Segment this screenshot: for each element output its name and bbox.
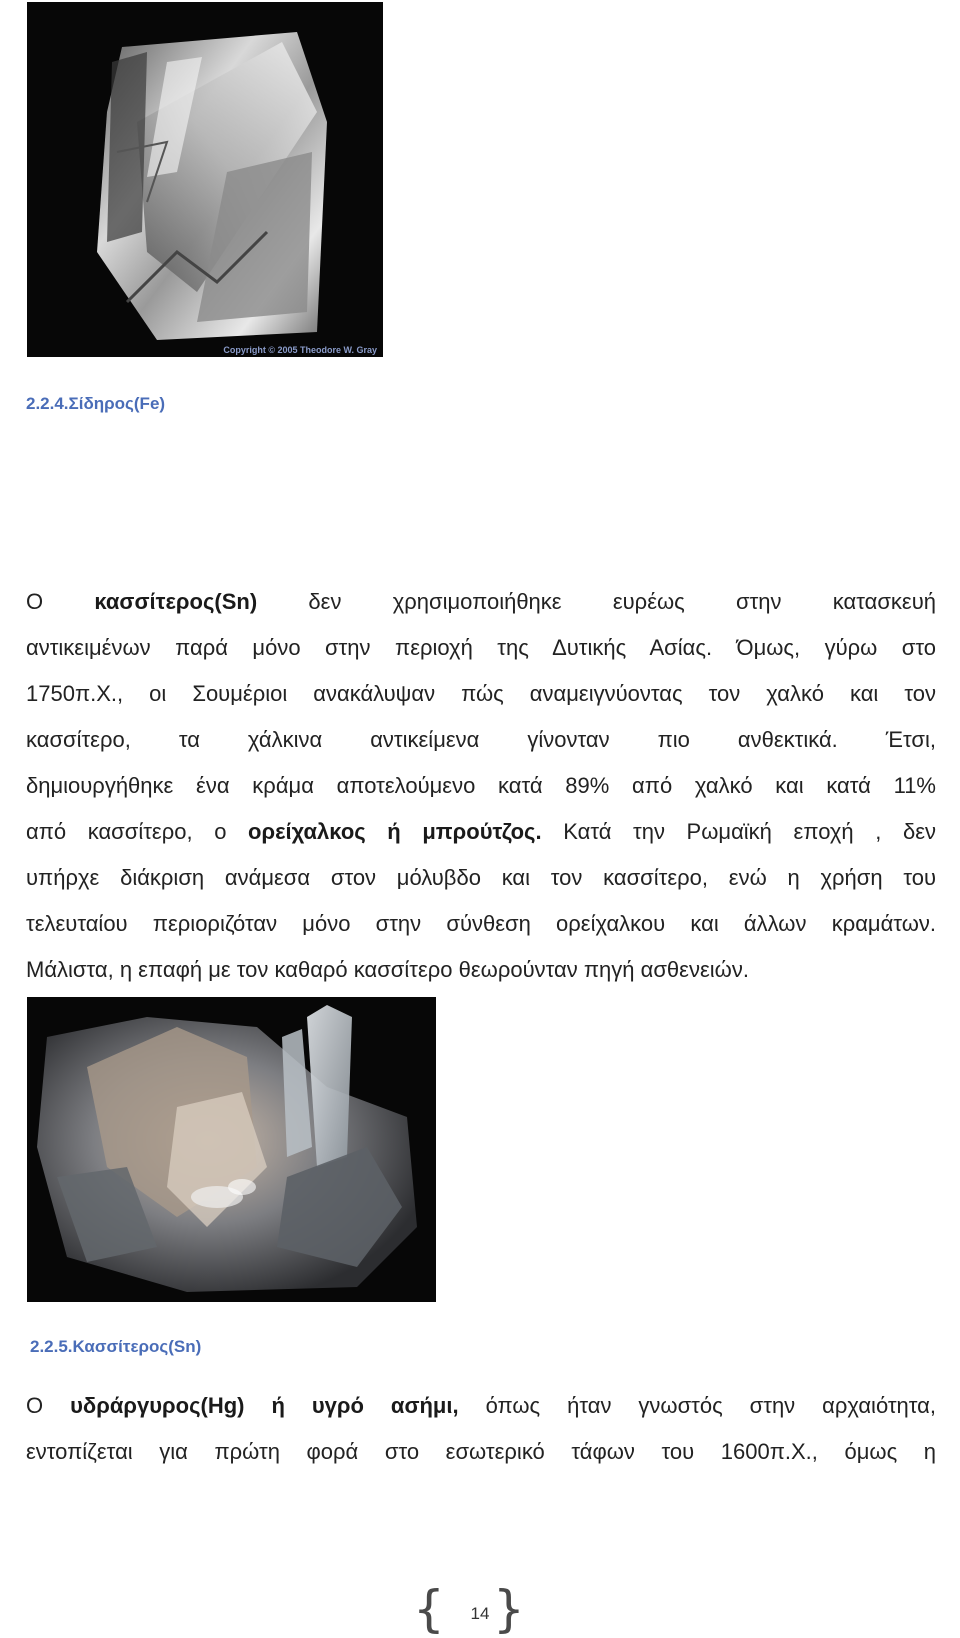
text-line: εντοπίζεται για πρώτη φορά στο εσωτερικό τάφων του 1600π.Χ., όμως η [26,1439,936,1464]
mineral-cluster-image [27,997,436,1302]
left-brace-icon: { [413,1580,445,1638]
text-line: 1750π.Χ., οι Σουμέριοι ανακάλυψαν πώς αναμειγνύοντας τον χαλκό και τον [26,681,936,706]
section-heading-tin: 2.2.5.Κασσίτερος(Sn) [30,1337,202,1356]
bold-term-mercury: υδράργυρος(Hg) ή υγρό ασήμι, [70,1393,459,1418]
page-number-footer [413,1580,525,1638]
figure-metal-crystal-photo [27,2,383,357]
metal-crystal-image [27,2,383,357]
text-line: τελευταίου περιοριζόταν μόνο στην σύνθεση ορείχαλκου και άλλων κραμάτων. [26,911,936,936]
bold-term-bronze: ορείχαλκος ή μπρούτζος. [248,819,542,844]
bold-term-tin: κασσίτερος(Sn) [94,589,258,614]
text-line: δημιουργήθηκε ένα κράμα αποτελούμενο κατά 89% από χαλκό και κατά 11% [26,773,936,798]
section-heading-iron: 2.2.4.Σίδηρος(Fe) [26,394,166,413]
page-number: 14 [470,1604,490,1623]
paragraph-tin [26,579,936,993]
text-line: υπήρχε διάκριση ανάμεσα στον μόλυβδο και τον κασσίτερο, ενώ η χρήση του [26,865,936,890]
text-line: κασσίτερο, τα χάλκινα αντικείμενα γίνονταν πιο ανθεκτικά. Έτσι, [26,727,936,752]
figure-mineral-cluster-photo [27,997,436,1302]
text-line: Μάλιστα, η επαφή με τον καθαρό κασσίτερο θεωρούνταν πηγή ασθενειών. [26,957,749,982]
photo-credit: Copyright © 2005 Theodore W. Gray [223,345,377,355]
text-line: Ο υδράργυρος(Hg) ή υγρό ασήμι, όπως ήταν γνωστός στην αρχαιότητα, [26,1393,937,1418]
paragraph-mercury [26,1383,936,1475]
right-brace-icon: } [493,1580,525,1638]
text-line: Ο κασσίτερος(Sn) δεν χρησιμοποιήθηκε ευρέως στην κατασκευή [26,589,936,614]
text-line: από κασσίτερο, ο ορείχαλκος ή μπρούτζος. Κατά την Ρωμαϊκή εποχή , δεν [26,819,937,844]
text-line: αντικειμένων παρά μόνο στην περιοχή της Δυτικής Ασίας. Όμως, γύρω στο [26,635,936,660]
